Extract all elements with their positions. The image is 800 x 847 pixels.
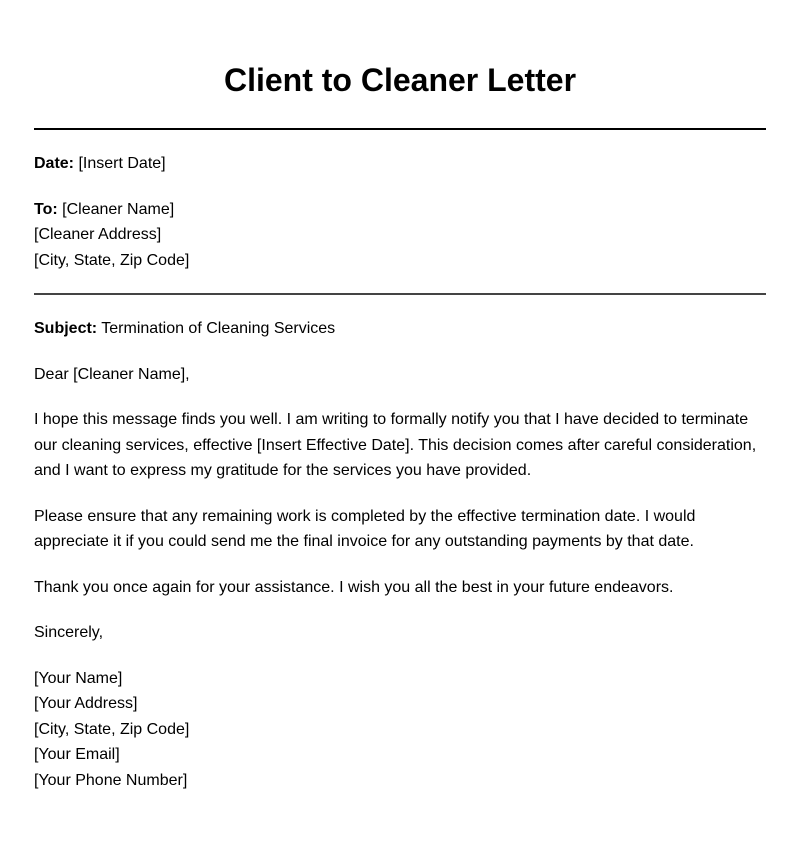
subject-line (34, 316, 766, 342)
sender-city: [City, State, Zip Code] (34, 720, 190, 738)
recipient-name: [Cleaner Name] (57, 200, 175, 218)
date-block (34, 151, 766, 177)
date-label: Date: (34, 155, 75, 172)
page-title: Client to Cleaner Letter (223, 62, 577, 98)
sender-name: [Your Name] (34, 669, 123, 687)
subject-block (34, 316, 766, 342)
subject-label: Subject: (34, 320, 98, 337)
recipient-block (34, 197, 766, 274)
sender-block (34, 666, 766, 794)
recipient-address: [Cleaner Address] (34, 226, 162, 243)
sender-address: [Your Address] (34, 695, 138, 712)
recipient-name-line (34, 197, 766, 223)
sender-phone: [Your Phone Number] (34, 771, 188, 789)
date-line (34, 151, 766, 177)
body-paragraph: I hope this message finds you well. I am writing to formally notify you that I have decided to terminate our cleaning services, effective [Insert Effective Date]. This decision comes after careful consideration, and I want to express my gratitude for the services you have provided. (34, 411, 757, 479)
header-divider (34, 293, 766, 295)
recipient-city: [City, State, Zip Code] (34, 251, 190, 269)
date-value: [Insert Date] (74, 155, 166, 172)
subject-value: Termination of Cleaning Services (97, 320, 336, 337)
body-paragraph: Thank you once again for your assistance. I wish you all the best in your future endeavors. (34, 578, 674, 596)
closing: Sincerely, (34, 624, 104, 641)
title-divider (34, 128, 766, 130)
greeting: Dear [Cleaner Name], (34, 365, 190, 383)
sender-email: [Your Email] (34, 746, 120, 763)
recipient-label: To: (34, 200, 58, 218)
body-paragraph: Please ensure that any remaining work is completed by the effective termination date. I would appreciate it if you could send me the final invoice for any outstanding payments by that date. (34, 507, 696, 550)
